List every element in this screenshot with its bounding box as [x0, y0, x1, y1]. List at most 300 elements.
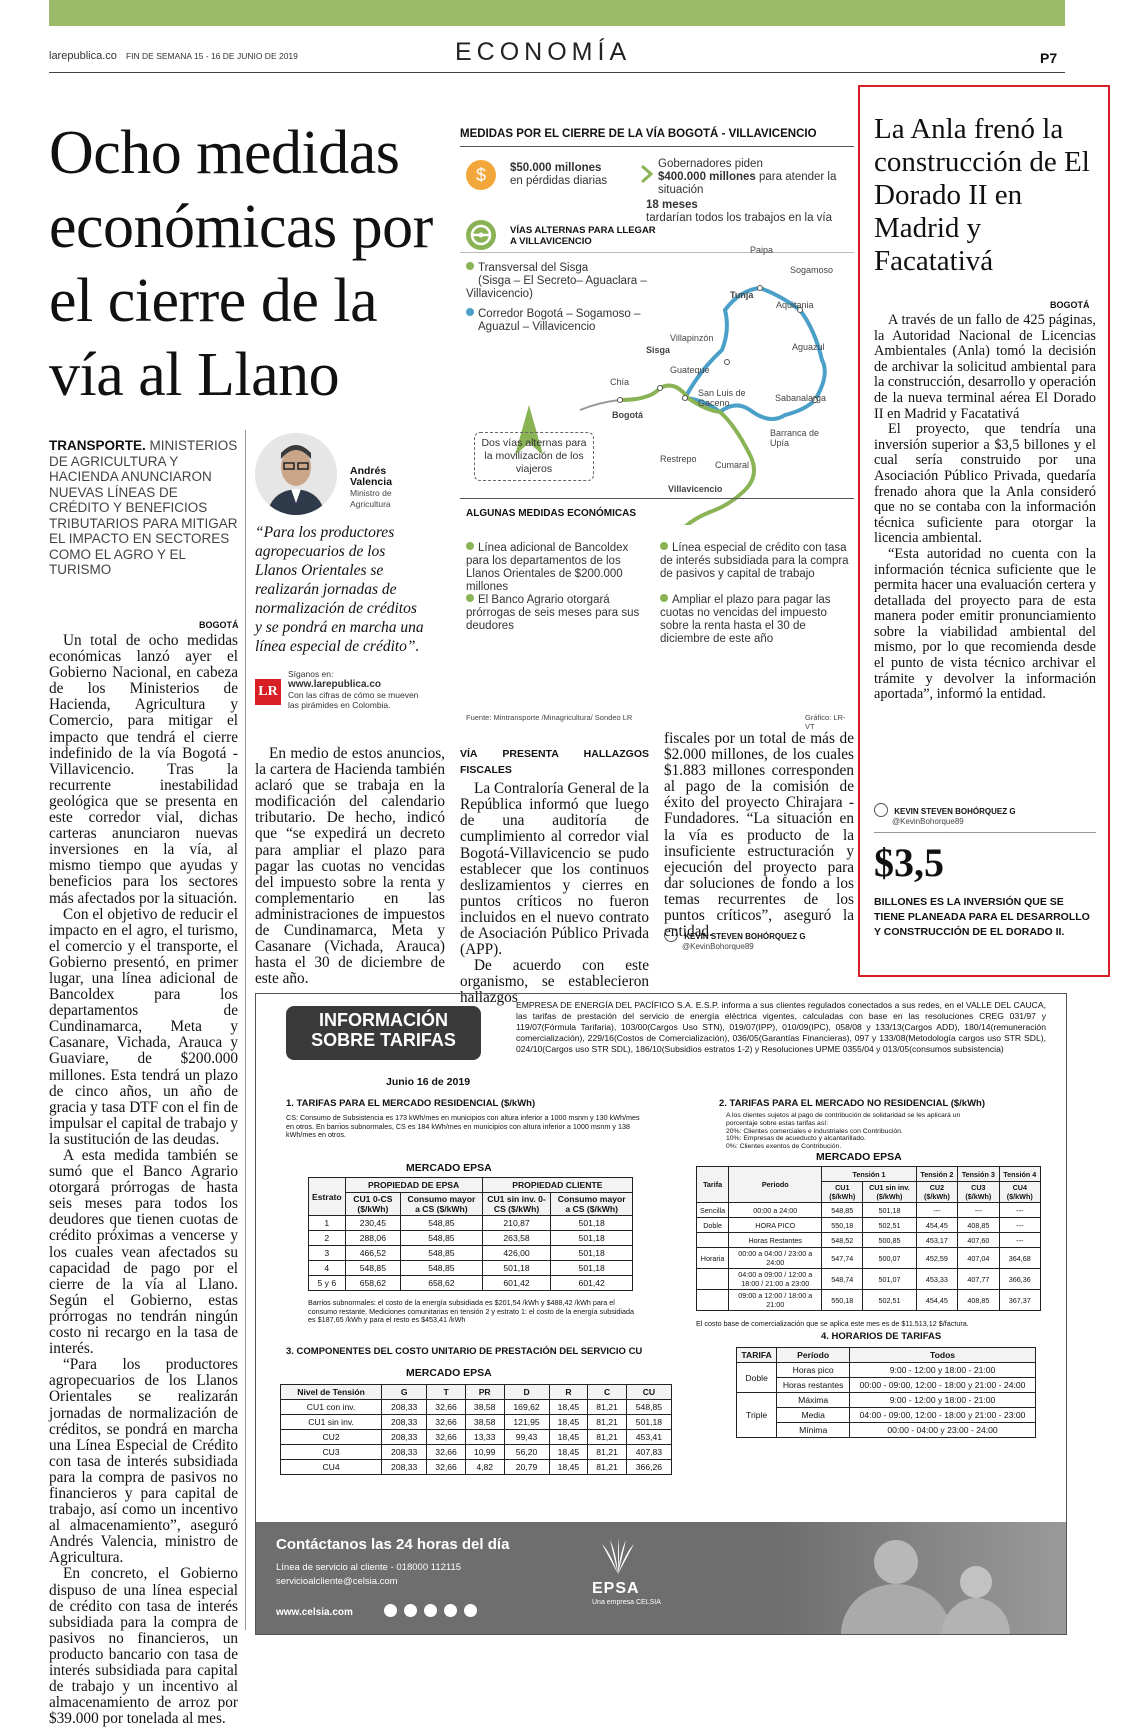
col-header: TARIFA	[737, 1348, 777, 1363]
badge-line: INFORMACIÓN	[319, 1010, 448, 1030]
table-cell: 04:00 - 09:00, 12:00 - 18:00 y 21:00 - 23:00	[850, 1408, 1036, 1423]
main-headline: Ocho medidas económicas por el cierre de la vía al Llano	[49, 119, 433, 409]
sidebar-box	[858, 85, 1110, 977]
table-cell: 501,18	[551, 1231, 633, 1246]
contact-title: Contáctanos las 24 horas del día	[276, 1536, 510, 1553]
table-row	[697, 1269, 1041, 1290]
table-cell: 548,85	[401, 1216, 483, 1231]
facebook-icon[interactable]	[404, 1604, 417, 1617]
table-cell: ---	[916, 1203, 957, 1218]
col-header: Tensión 1	[822, 1167, 916, 1182]
table-cell: 501,18	[626, 1415, 671, 1430]
infographic-source: Fuente: Mintransporte /Minagricultura/ Sondeo LR	[466, 713, 633, 722]
infographic-credit: Gráfico: LR-VT	[805, 713, 846, 731]
table-cell: Máxima	[777, 1393, 850, 1408]
measure-text: El Banco Agrario otorgará prórrogas de seis meses para sus deudores	[466, 594, 640, 632]
steering-wheel-icon	[466, 220, 496, 250]
paragraph: De acuerdo con este organismo, se establecieron hallazgos	[460, 957, 649, 1007]
stat-governors	[658, 158, 854, 197]
brand-sub: Una empresa CELSIA	[592, 1599, 661, 1606]
note-line: 10%: Empresas de acueducto y alcantarillado.	[726, 1135, 866, 1143]
table-cell: 81,21	[588, 1445, 627, 1460]
town-label: Aquitania	[776, 300, 814, 310]
town-label: Sogamoso	[790, 265, 834, 275]
market-label: MERCADO EPSA	[406, 1162, 492, 1174]
table-row	[309, 1276, 633, 1291]
tariff-intro: EMPRESA DE ENERGÍA DEL PACÍFICO S.A. E.S.P. informa a sus clientes regulados conectados a sus redes, en el VALLE DEL CAUCA, las tarifas de prestación del servicio de energía eléctrica vigentes, calculadas con base en las resoluciones CREG 031/97 y 119/07(Fórmula Tarifaria), 103/00(Cargos Uso STN), 019/07(IPP), 010/09(IPC), 058/08 y 133/13(Cargos ADD), 180/14(remuneración comercialización), 229/16(Costos de Comercialización), 036/05(Garantías Financieras), 097 y 133/08(Metodología cargos uso STR SDL), 024/10(Cargos uso STR SDL), 186/10(Subsidios estratos 1-2) y Resoluciones UPME 0355/04 y 013/05(consumos subsistencia)	[516, 1000, 1046, 1054]
table-cell: CU1 sin inv.	[281, 1415, 382, 1430]
measure-text: Ampliar el plazo para pagar las cuotas no vencidas del impuesto sobre la renta hasta el 30 de diciembre de este año	[660, 594, 831, 645]
table-cell: 18,45	[549, 1460, 588, 1475]
table-cell: 364,68	[999, 1248, 1040, 1269]
kicker: TRANSPORTE.	[49, 438, 146, 453]
stat-label: tardarían todos los trabajos en la vía	[646, 212, 833, 224]
table-cell: 601,42	[482, 1276, 551, 1291]
table-cell: Doble	[697, 1218, 729, 1233]
table-cell: Horas Restantes	[729, 1233, 822, 1248]
measure-item	[466, 594, 641, 633]
table-row	[281, 1415, 672, 1430]
col-header: CU1 sin inv. ($/kWh)	[863, 1182, 917, 1203]
town-label: Villavicencio	[668, 484, 723, 494]
table-cell	[697, 1269, 729, 1290]
col-header: G	[382, 1385, 427, 1400]
col-header: CU4 ($/kWh)	[999, 1182, 1040, 1203]
note-line: A los clientes sujetos al pago de contribución de solidaridad se les aplicará un porcentaje sobre estas tarifas así:	[726, 1112, 961, 1127]
section-notes	[726, 1112, 986, 1151]
col-header: R	[549, 1385, 588, 1400]
table-cell: 501,18	[551, 1261, 633, 1276]
table-cell: 121,95	[504, 1415, 549, 1430]
table-cell: 00:00 a 24:00	[729, 1203, 822, 1218]
table-cell: 208,33	[382, 1460, 427, 1475]
quote-attribution	[350, 466, 420, 510]
table-cell: CU3	[281, 1445, 382, 1460]
money-icon: $	[466, 160, 496, 190]
dateline: BOGOTÁ	[199, 620, 239, 630]
edition-date: FIN DE SEMANA 15 - 16 DE JUNIO DE 2019	[125, 51, 298, 61]
col-header: Consumo mayor a CS ($/kWh)	[551, 1193, 633, 1216]
table-cell: 408,85	[958, 1290, 999, 1311]
main-byline	[664, 928, 806, 952]
table-cell: 548,52	[822, 1233, 863, 1248]
stat-pre: Gobernadores piden	[658, 158, 763, 170]
tariff-badge	[286, 1006, 481, 1060]
table-cell: 5 y 6	[309, 1276, 346, 1291]
masthead-site[interactable]	[49, 50, 298, 62]
table-cell: 38,58	[465, 1415, 504, 1430]
table-row	[737, 1393, 1036, 1408]
section-title: 3. COMPONENTES DEL COSTO UNITARIO DE PRESTACIÓN DEL SERVICIO CU	[286, 1346, 643, 1357]
subhead: VÍA PRESENTA HALLAZGOS FISCALES	[460, 748, 649, 777]
town-label: Restrepo	[660, 454, 697, 464]
follow-note: Con las cifras de cómo se mueven las pirámides en Colombia.	[288, 690, 419, 710]
quote-role: Ministro de Agricultura	[350, 488, 392, 509]
non-residential-table	[696, 1166, 1041, 1311]
town-label: Paipa	[750, 245, 774, 255]
table-cell: 501,18	[551, 1246, 633, 1261]
non-residential-note: El costo base de comercialización que se aplica este mes es de $11.513,12 $/factura.	[696, 1319, 969, 1328]
table-row	[309, 1231, 633, 1246]
table-cell: 208,33	[382, 1445, 427, 1460]
table-cell: 263,58	[482, 1231, 551, 1246]
town-label: Sisga	[646, 345, 671, 355]
table-cell: 1	[309, 1216, 346, 1231]
infographic	[460, 120, 854, 732]
note-line: 20%: Clientes comerciales e industriales con Contribución.	[726, 1127, 903, 1135]
brand-name: EPSA	[592, 1580, 640, 1597]
col-header: T	[427, 1385, 466, 1400]
col-header: Tensión 4	[999, 1167, 1040, 1182]
table-cell: 4,82	[465, 1460, 504, 1475]
table-row	[697, 1218, 1041, 1233]
table-cell: 00:00 - 09:00, 12:00 - 18:00 y 21:00 - 24:00	[850, 1378, 1036, 1393]
note-line: 0%: Clientes exentos de Contribución.	[726, 1143, 842, 1151]
col-header: C	[588, 1385, 627, 1400]
table-cell: 550,18	[822, 1218, 863, 1233]
table-cell: 453,33	[916, 1269, 957, 1290]
follow-label: Síganos en:	[288, 669, 334, 679]
table-cell: 548,85	[345, 1261, 401, 1276]
table-cell: 2	[309, 1231, 346, 1246]
route-name: Transversal del Sisga	[478, 262, 589, 274]
table-cell: 04:00 a 09:00 / 12:00 a 18:00 / 21:00 a 23:00	[729, 1269, 822, 1290]
table-row	[281, 1430, 672, 1445]
byline-icon	[874, 803, 888, 817]
table-cell: 601,42	[551, 1276, 633, 1291]
table-cell: 501,18	[482, 1261, 551, 1276]
table-cell: 502,51	[863, 1290, 917, 1311]
table-cell: 210,87	[482, 1216, 551, 1231]
table-cell: 10,99	[465, 1445, 504, 1460]
contact-line: Línea de servicio al cliente - 018000 112115	[276, 1562, 462, 1573]
paragraph: “Esta autoridad no cuenta con la información técnica suficiente que le permita hacer una evaluación certera y detallada del proyecto para de esta manera poder emitir pronunciamiento sobre la viabilidad ambiental del mismo, por lo que recomienda desde el punto de vista técnico archivar el trámite y devolver la información aportada”, informó la entidad.	[874, 545, 1096, 703]
measure-item	[660, 594, 850, 646]
contact-email[interactable]: servicioalcliente@celsia.com	[276, 1576, 398, 1587]
paragraph: fiscales por un total de más de $2.000 millones, de los cuales $1.883 millones corresponden al pago de la comisión de éxito del proyecto Chirajara - Fundadores. “La situación en la vía es producto de la insuficiente estructuración y ejecución del proyecto para dar soluciones de fondo a los temas recurrentes de los puntos críticos”, aseguró la entidad.	[664, 730, 854, 941]
table-row	[697, 1233, 1041, 1248]
sidebar-body	[874, 313, 1096, 703]
twitter-icon[interactable]	[424, 1604, 437, 1617]
col-header: CU1 0-CS ($/kWh)	[345, 1193, 401, 1216]
table-cell: 18,45	[549, 1430, 588, 1445]
table-cell: 548,85	[822, 1203, 863, 1218]
cu-components-table	[280, 1384, 672, 1475]
town-label: Aguazul	[792, 342, 825, 352]
table-cell: ---	[999, 1233, 1040, 1248]
paragraph: El proyecto, que tendría una inversión superior a $3,5 billones y el cual sería construido por una Asociación Público Privada, quedaría frenado ahora que la Anla consideró que no se contaba con la información técnica suficiente para otorgar la licencia ambiental.	[874, 421, 1096, 547]
linkedin-icon[interactable]	[444, 1604, 457, 1617]
table-cell: 466,52	[345, 1246, 401, 1261]
table-row	[697, 1248, 1041, 1269]
table-cell	[697, 1290, 729, 1311]
bullet-dot	[466, 542, 474, 550]
section-rule	[460, 498, 854, 499]
residential-note: Barrios subnormales: el costo de la energía subsidiada es $201,54 /kWh y $488,42 /kWh para el consumo restante. Mediciones comunitarias en tensión 2 y estrato 1: el costo de la energía subsidiada es $187,65 /kWh y para el resto es $453,41 /kWh	[308, 1298, 635, 1324]
table-row	[281, 1445, 672, 1460]
col-header: PROPIEDAD CLIENTE	[482, 1178, 632, 1193]
col-header: Nivel de Tensión	[281, 1385, 382, 1400]
col-header: PROPIEDAD DE EPSA	[345, 1178, 482, 1193]
col-header: Tarifa	[697, 1167, 729, 1203]
sidebar-headline: La Anla frenó la construcción de El Dorado II en Madrid y Facatativá	[874, 113, 1090, 277]
table-cell: 32,66	[427, 1445, 466, 1460]
table-cell: 208,33	[382, 1415, 427, 1430]
col-header: CU	[626, 1385, 671, 1400]
col-header: CU2 ($/kWh)	[916, 1182, 957, 1203]
table-cell: 502,51	[863, 1218, 917, 1233]
table-cell: 09:00 a 12:00 / 18:00 a 21:00	[729, 1290, 822, 1311]
table-cell: Media	[777, 1408, 850, 1423]
table-cell: 658,62	[345, 1276, 401, 1291]
table-cell: 13,33	[465, 1430, 504, 1445]
town-label: Barranca de Upía	[770, 428, 820, 448]
route-map	[460, 250, 854, 525]
table-cell: 99,43	[504, 1430, 549, 1445]
table-cell: Sencilla	[697, 1203, 729, 1218]
col-header: Periodo	[729, 1167, 822, 1203]
north-label: N	[524, 384, 532, 396]
town-label: Tunja	[730, 290, 754, 300]
sidebar-dateline: BOGOTÁ	[1050, 300, 1090, 310]
social-icons	[384, 1604, 477, 1622]
col-header: Tensión 3	[958, 1167, 999, 1182]
byline-icon	[664, 928, 678, 942]
col-header: Todos	[850, 1348, 1036, 1363]
table-cell	[697, 1233, 729, 1248]
town-label: Sabanalarga	[775, 393, 827, 403]
residential-table	[308, 1177, 633, 1291]
table-cell: 18,45	[549, 1445, 588, 1460]
town-label: San Luis de Gaceno	[698, 388, 746, 408]
tariff-date: Junio 16 de 2019	[386, 1076, 471, 1088]
sidebar-rule	[874, 832, 1096, 833]
table-cell: CU1 con inv.	[281, 1400, 382, 1415]
bullet-dot	[660, 594, 668, 602]
route-name: Corredor Bogotá – Sogamoso –	[478, 308, 641, 320]
bullet-dot	[466, 594, 474, 602]
table-cell: ---	[999, 1203, 1040, 1218]
column-rule	[245, 430, 246, 1630]
table-cell: 169,62	[504, 1400, 549, 1415]
contact-web[interactable]: www.celsia.com	[276, 1607, 353, 1618]
byline-name: KEVIN STEVEN BOHÓRQUEZ G	[684, 932, 806, 941]
table-cell: 366,26	[626, 1460, 671, 1475]
table-cell: 407,77	[958, 1269, 999, 1290]
table-cell: 32,66	[427, 1430, 466, 1445]
town-label: Bogotá	[612, 410, 643, 420]
sidebar-figure-caption: BILLONES ES LA INVERSIÓN QUE SE TIENE PLANEADA PARA EL DESARROLLO Y CONSTRUCCIÓN DE EL DORADO II.	[874, 896, 1090, 938]
dek-text: MINISTERIOS DE AGRICULTURA Y HACIENDA ANUNCIARON NUEVAS LÍNEAS DE CRÉDITO Y BENEFICIOS TRIBUTARIOS PARA MITIGAR EL IMPACTO EN SECTORES COMO EL AGRO Y EL TURISMO	[49, 438, 238, 577]
table-cell: 547,74	[822, 1248, 863, 1269]
quote-name: Andrés Valencia	[350, 465, 393, 488]
stat-value: 18 meses	[646, 199, 698, 211]
dek	[49, 438, 239, 578]
market-label: MERCADO EPSA	[406, 1367, 492, 1379]
table-cell: 453,17	[916, 1233, 957, 1248]
table-cell: 500,07	[863, 1248, 917, 1269]
paragraph: Un total de ocho medidas económicas lanzó ayer el Gobierno Nacional, en cabeza de los Ministerios de Hacienda, Agricultura y Comercio, para mitigar el impacto que tendrá el cierre indefinido de la vía Bogotá - Villavicencio. Tras la recurrente inestabilidad geológica que se presenta en este corredor vial, dichas carteras anunciaron nuevas inversiones en la vía, al mismo tiempo que ayudas y beneficios para los sectores más afectados por la situación.	[49, 632, 238, 907]
measure-item	[466, 542, 641, 594]
table-cell: 208,33	[382, 1400, 427, 1415]
table-cell: 18,45	[549, 1400, 588, 1415]
table-cell: 81,21	[588, 1415, 627, 1430]
table-cell: HORA PICO	[729, 1218, 822, 1233]
table-cell: 407,60	[958, 1233, 999, 1248]
masthead-rule	[49, 72, 1065, 73]
table-cell: 658,62	[401, 1276, 483, 1291]
route-desc: (Sisga – El Secreto– Aguaclara – Villavicencio)	[466, 275, 647, 300]
avatar	[255, 433, 337, 515]
table-cell: 454,45	[916, 1290, 957, 1311]
measure-text: Línea adicional de Bancoldex para los departamentos de los Llanos Orientales de $200.000 millones	[466, 542, 629, 593]
follow-box	[288, 669, 428, 710]
route-desc: Aguazul – Villavicencio	[478, 321, 596, 333]
infographic-title: MEDIDAS POR EL CIERRE DE LA VÍA BOGOTÁ - VILLAVICENCIO	[460, 128, 817, 140]
table-cell: 548,85	[401, 1231, 483, 1246]
table-cell: 452,59	[916, 1248, 957, 1269]
col-header: PR	[465, 1385, 504, 1400]
stat-label: para atender la situación	[658, 171, 837, 196]
paragraph: A esta medida también se sumó que el Banco Agrario otorgará prórrogas de hasta seis meses para todos los deudores que tienen cuotas de crédito próximas a vencerse y los cuales vean afectados su capacidad de pago por el cierre de la vía al Llano. Según el Gobierno, estas prórrogas no tendrán ningún costo ni recargo en la tasa de interés.	[49, 1147, 238, 1358]
town-label: Villapinzón	[670, 333, 714, 343]
table-cell: 208,33	[382, 1430, 427, 1445]
follow-site-link[interactable]: www.larepublica.co	[288, 679, 381, 690]
byline-handle[interactable]: @KevinBohorque89	[682, 942, 754, 951]
family-photo	[776, 1522, 1066, 1634]
table-cell: 32,66	[427, 1415, 466, 1430]
measure-item	[660, 542, 850, 581]
tariff-ad	[255, 993, 1067, 1635]
table-cell: 56,20	[504, 1445, 549, 1460]
table-cell: 501,18	[551, 1216, 633, 1231]
paragraph: En concreto, el Gobierno dispuso de una línea especial de crédito con tasa de interés subsidiada para la compra de pasivos no financieros, un producto bancario con tasa de interés subsidiada para capital de trabajo y un incentivo al almacenamiento de arroz por $39.000 por tonelada al mes.	[49, 1565, 238, 1728]
sidebar-byline	[874, 803, 1016, 827]
section-note: CS: Consumo de Subsistencia es 173 kWh/mes en municipios con altura inferior a 1000 msnm y 130 kWh/mes en otros. En barrios subnormales, CS es 184 kWh/mes en municipios con altura inferior a 1000 msnm y 138 kWh/mes en otros.	[286, 1113, 640, 1139]
top-color-bar	[49, 0, 1065, 26]
table-cell: 81,21	[588, 1400, 627, 1415]
table-row	[309, 1246, 633, 1261]
table-cell: 4	[309, 1261, 346, 1276]
paragraph: La Contraloría General de la República informó que luego de una auditoría de cumplimiento al corredor vial Bogotá-Villavicencio se pudo establecer que los continuos deslizamientos y cierres en puntos críticos no fueron incluidos en el nuevo contrato de Asociación Público Privada (APP).	[460, 780, 649, 959]
table-row	[697, 1290, 1041, 1311]
byline-handle[interactable]: @KevinBohorque89	[892, 817, 964, 826]
table-cell: 20,79	[504, 1460, 549, 1475]
table-row	[737, 1423, 1036, 1438]
table-cell: 548,85	[626, 1400, 671, 1415]
table-cell: CU4	[281, 1460, 382, 1475]
table-cell: 18,45	[549, 1415, 588, 1430]
paragraph: Con el objetivo de reducir el impacto en el agro, el turismo, el comercio y el transporte, el Gobierno presentó, en primer lugar, una línea adicional de Bancoldex para los departamentos de Cundinamarca, Meta y Casanare, Vichada, Arauca y Guaviare, de $200.000 millones. Esta tendrá un plazo de cinco años, un año de gracia y tasa DTF con el fin de impulsar el capital de trabajo y la sustitución de las deudas.	[49, 905, 239, 1148]
table-cell: 408,85	[958, 1218, 999, 1233]
table-cell: 00:00 - 04:00 y 23:00 - 24:00	[850, 1423, 1036, 1438]
col-header: Consumo mayor a CS ($/kWh)	[401, 1193, 483, 1216]
contact-banner	[256, 1522, 1066, 1634]
table-cell: 500,85	[863, 1233, 917, 1248]
youtube-icon[interactable]	[384, 1604, 397, 1617]
table-cell: CU2	[281, 1430, 382, 1445]
table-cell: 501,18	[863, 1203, 917, 1218]
table-cell: 548,85	[401, 1246, 483, 1261]
col-header: CU1 ($/kWh)	[822, 1182, 863, 1203]
table-row	[309, 1216, 633, 1231]
section-title: 4. HORARIOS DE TARIFAS	[821, 1331, 942, 1342]
person-portrait-icon	[255, 433, 337, 515]
section-title: 2. TARIFAS PARA EL MERCADO NO RESIDENCIAL ($/kWh)	[719, 1098, 986, 1109]
table-cell: Horas restantes	[777, 1378, 850, 1393]
table-cell: 548,85	[401, 1261, 483, 1276]
section-title: ECONOMÍA	[455, 38, 632, 66]
table-cell: 230,45	[345, 1216, 401, 1231]
col-header: Período	[777, 1348, 850, 1363]
road-line	[580, 400, 620, 410]
table-cell: 366,36	[999, 1269, 1040, 1290]
table-cell: Doble	[737, 1363, 777, 1393]
article-column-1	[49, 633, 238, 1727]
measures-title: ALGUNAS MEDIDAS ECONÓMICAS	[466, 508, 637, 519]
lr-logo-icon: LR	[255, 679, 281, 705]
page-number: P7	[1040, 50, 1058, 66]
table-cell: 550,18	[822, 1290, 863, 1311]
table-row	[737, 1363, 1036, 1378]
epsa-logo-icon	[596, 1538, 640, 1578]
instagram-icon[interactable]	[464, 1604, 477, 1617]
stat-label: en pérdidas diarias	[510, 175, 608, 187]
col-header: CU1 sin inv. 0-CS ($/kWh)	[482, 1193, 551, 1216]
table-cell: Horas pico	[777, 1363, 850, 1378]
stat-duration	[646, 199, 854, 225]
table-cell: 32,66	[427, 1400, 466, 1415]
section-title: 1. TARIFAS PARA EL MERCADO RESIDENCIAL ($/kWh)	[286, 1098, 536, 1109]
town-label: Chía	[610, 377, 630, 387]
table-cell: 9:00 - 12:00 y 18:00 - 21:00	[850, 1393, 1036, 1408]
table-cell: Triple	[737, 1393, 777, 1438]
paragraph: En medio de estos anuncios, la cartera de Hacienda también aclaró que se trabaja en la modificación del calendario tributario. De hecho, indicó que “se expedirá un decreto para ampliar el plazo para pagar las cuotas no vencidas del impuesto sobre la renta y complementario en las administraciones de impuestos de Cundinamarca, Meta y Casanare (Vichada, Arauca) hasta el 30 de diciembre de este año.	[255, 745, 445, 988]
table-cell: 81,21	[588, 1430, 627, 1445]
col-header: CU3 ($/kWh)	[958, 1182, 999, 1203]
site-name[interactable]: larepublica.co	[49, 50, 117, 62]
map-note: Dos vías alternas para la movilización de los viajeros	[474, 432, 594, 481]
table-cell: ---	[958, 1203, 999, 1218]
table-cell: Horaria	[697, 1248, 729, 1269]
article-column-3	[460, 746, 649, 1007]
alt-routes-title: VÍAS ALTERNAS PARA LLEGAR A VILLAVICENCIO	[510, 225, 656, 247]
table-cell: ---	[999, 1218, 1040, 1233]
schedule-table	[736, 1347, 1036, 1438]
col-header: Tensión 2	[916, 1167, 957, 1182]
table-cell: 32,66	[427, 1460, 466, 1475]
table-cell: 81,21	[588, 1460, 627, 1475]
table-cell: 3	[309, 1246, 346, 1261]
sidebar-figure: $3,5	[874, 840, 944, 885]
table-cell: 426,00	[482, 1246, 551, 1261]
paragraph: A través de un fallo de 425 páginas, la Autoridad Nacional de Licencias Ambientales (Anla) tomó la decisión de archivar la solicitud ambiental para la construcción, desarrollo y operación de la nueva terminal aérea El Dorado II en Madrid y Facatativá	[874, 312, 1096, 422]
table-cell: 407,83	[626, 1445, 671, 1460]
table-row	[737, 1378, 1036, 1393]
stat-losses	[510, 162, 630, 188]
table-cell: 454,45	[916, 1218, 957, 1233]
measure-text: Línea especial de crédito con tasa de interés subsidiada para la compra de pasivos y capital de trabajo	[660, 542, 849, 580]
table-cell: 453,41	[626, 1430, 671, 1445]
badge-line: SOBRE TARIFAS	[311, 1030, 456, 1050]
table-cell: 288,06	[345, 1231, 401, 1246]
table-cell: Mínima	[777, 1423, 850, 1438]
table-cell: 548,74	[822, 1269, 863, 1290]
bullet-dot	[660, 542, 668, 550]
byline-name: KEVIN STEVEN BOHÓRQUEZ G	[894, 807, 1016, 816]
market-label: MERCADO EPSA	[816, 1151, 902, 1163]
table-row	[737, 1408, 1036, 1423]
